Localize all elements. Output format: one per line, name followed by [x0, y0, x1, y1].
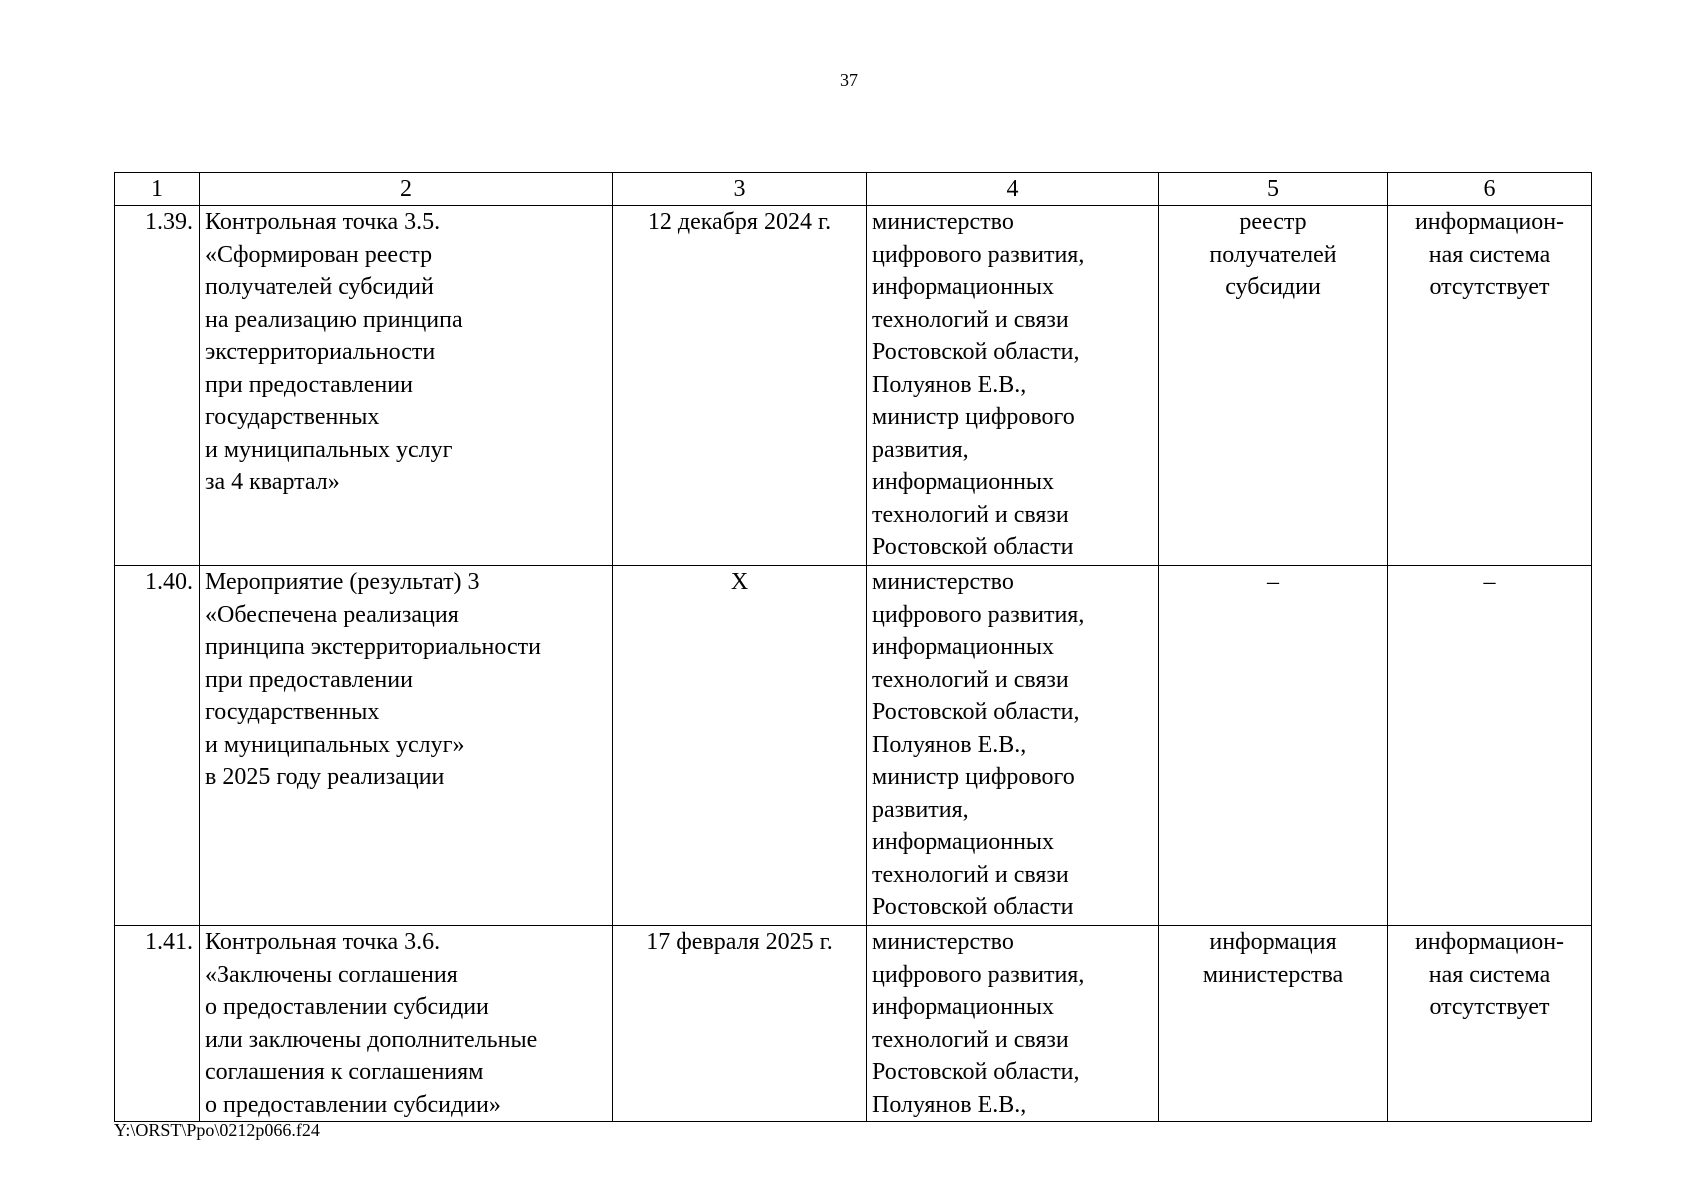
document-cell: [1159, 926, 1388, 1122]
event-name-line: и муниципальных услуг»: [205, 731, 465, 758]
column-header: 4: [867, 173, 1159, 206]
responsible-line: развития,: [872, 436, 969, 463]
responsible-line: информационных: [872, 994, 1055, 1020]
document-line: реестр: [1239, 209, 1307, 235]
document-cell: [1159, 206, 1388, 566]
footer-file-path: Y:\ORST\Ppo\0212p066.f24: [114, 1120, 320, 1140]
responsible-line: технологий и связи: [872, 666, 1069, 693]
responsible-cell: [867, 206, 1159, 566]
info-system-line: информацион-: [1414, 209, 1565, 235]
event-name-line: государственных: [205, 404, 380, 430]
date-cell: 17 февраля 2025 г.: [613, 926, 867, 1122]
responsible-line: Ростовской области: [872, 534, 1074, 560]
info-system-line: отсутствует: [1429, 274, 1550, 300]
responsible-line: Ростовской области,: [872, 339, 1080, 365]
column-header: 2: [200, 173, 613, 206]
responsible-cell: [867, 926, 1159, 1122]
document-line: министерства: [1202, 961, 1344, 988]
event-name-line: соглашения к соглашениям: [205, 1059, 484, 1085]
event-name-line: при предоставлении: [205, 371, 413, 398]
event-name-line: в 2025 году реализации: [205, 764, 445, 790]
document-cell: [1159, 566, 1388, 926]
responsible-line: министерство: [872, 929, 1014, 955]
responsible-line: развития,: [872, 796, 969, 823]
column-header: 3: [613, 173, 867, 206]
column-header: 6: [1388, 173, 1592, 206]
document-line: субсидии: [1225, 274, 1321, 300]
event-name-line: на реализацию принципа: [205, 306, 463, 333]
info-system-cell: [1388, 206, 1592, 566]
responsible-line: информационных: [872, 469, 1055, 495]
info-system-line: ная система: [1428, 961, 1551, 988]
responsible-line: технологий и связи: [872, 1026, 1069, 1053]
responsible-line: информационных: [872, 634, 1055, 660]
event-name-line: и муниципальных услуг: [205, 436, 453, 463]
info-system-line: –: [1483, 569, 1496, 595]
row-number: 1.40.: [115, 566, 200, 926]
column-header: 5: [1159, 173, 1388, 206]
responsible-line: министерство: [872, 209, 1014, 235]
event-name-line: «Заключены соглашения: [205, 961, 458, 988]
table-row: [115, 566, 1592, 926]
event-name-line: о предоставлении субсидии»: [205, 1091, 501, 1118]
responsible-line: Ростовской области,: [872, 1059, 1080, 1085]
table-header-row: [115, 173, 1592, 206]
event-name-line: за 4 квартал»: [205, 469, 340, 495]
table-row: [115, 206, 1592, 566]
page-number: 37: [840, 70, 858, 90]
row-number: 1.39.: [115, 206, 200, 566]
responsible-line: Ростовской области,: [872, 699, 1080, 725]
responsible-line: Полуянов Е.В.,: [872, 731, 1027, 758]
plan-table: [114, 172, 1592, 1122]
info-system-line: отсутствует: [1429, 994, 1550, 1020]
event-name-line: при предоставлении: [205, 666, 413, 693]
info-system-cell: [1388, 566, 1592, 926]
responsible-line: министр цифрового: [872, 404, 1075, 430]
responsible-cell: [867, 566, 1159, 926]
responsible-line: министр цифрового: [872, 764, 1075, 790]
event-name-cell: [200, 206, 613, 566]
document-line: –: [1267, 569, 1279, 595]
event-name-line: о предоставлении субсидии: [205, 994, 489, 1020]
event-name-line: Контрольная точка 3.5.: [205, 209, 441, 235]
responsible-line: информационных: [872, 829, 1055, 855]
event-name-line: «Сформирован реестр: [205, 241, 433, 268]
date-cell: 12 декабря 2024 г.: [613, 206, 867, 566]
event-name-line: Контрольная точка 3.6.: [205, 929, 441, 955]
responsible-line: Полуянов Е.В.,: [872, 371, 1027, 398]
date-cell: Х: [613, 566, 867, 926]
info-system-line: информацион-: [1414, 929, 1565, 955]
event-name-line: или заключены дополнительные: [205, 1026, 538, 1053]
responsible-line: технологий и связи: [872, 861, 1069, 888]
event-name-line: экстерриториальности: [205, 339, 436, 365]
column-header: 1: [115, 173, 200, 206]
event-name-line: Мероприятие (результат) 3: [205, 569, 480, 595]
event-name-line: получателей субсидий: [205, 274, 434, 300]
responsible-line: технологий и связи: [872, 306, 1069, 333]
table-row: [115, 926, 1592, 1122]
event-name-line: государственных: [205, 699, 380, 725]
responsible-line: Полуянов Е.В.,: [872, 1091, 1027, 1118]
event-name-cell: [200, 566, 613, 926]
responsible-line: министерство: [872, 569, 1014, 595]
responsible-line: информационных: [872, 274, 1055, 300]
responsible-line: цифрового развития,: [872, 961, 1085, 988]
event-name-line: принципа экстерриториальности: [205, 634, 541, 660]
responsible-line: цифрового развития,: [872, 241, 1085, 268]
info-system-line: ная система: [1428, 241, 1551, 268]
responsible-line: Ростовской области: [872, 894, 1074, 920]
event-name-cell: [200, 926, 613, 1122]
document-line: получателей: [1209, 241, 1337, 268]
responsible-line: цифрового развития,: [872, 601, 1085, 628]
info-system-cell: [1388, 926, 1592, 1122]
document-line: информация: [1209, 929, 1337, 955]
row-number: 1.41.: [115, 926, 200, 1122]
responsible-line: технологий и связи: [872, 501, 1069, 528]
event-name-line: «Обеспечена реализация: [205, 601, 459, 628]
